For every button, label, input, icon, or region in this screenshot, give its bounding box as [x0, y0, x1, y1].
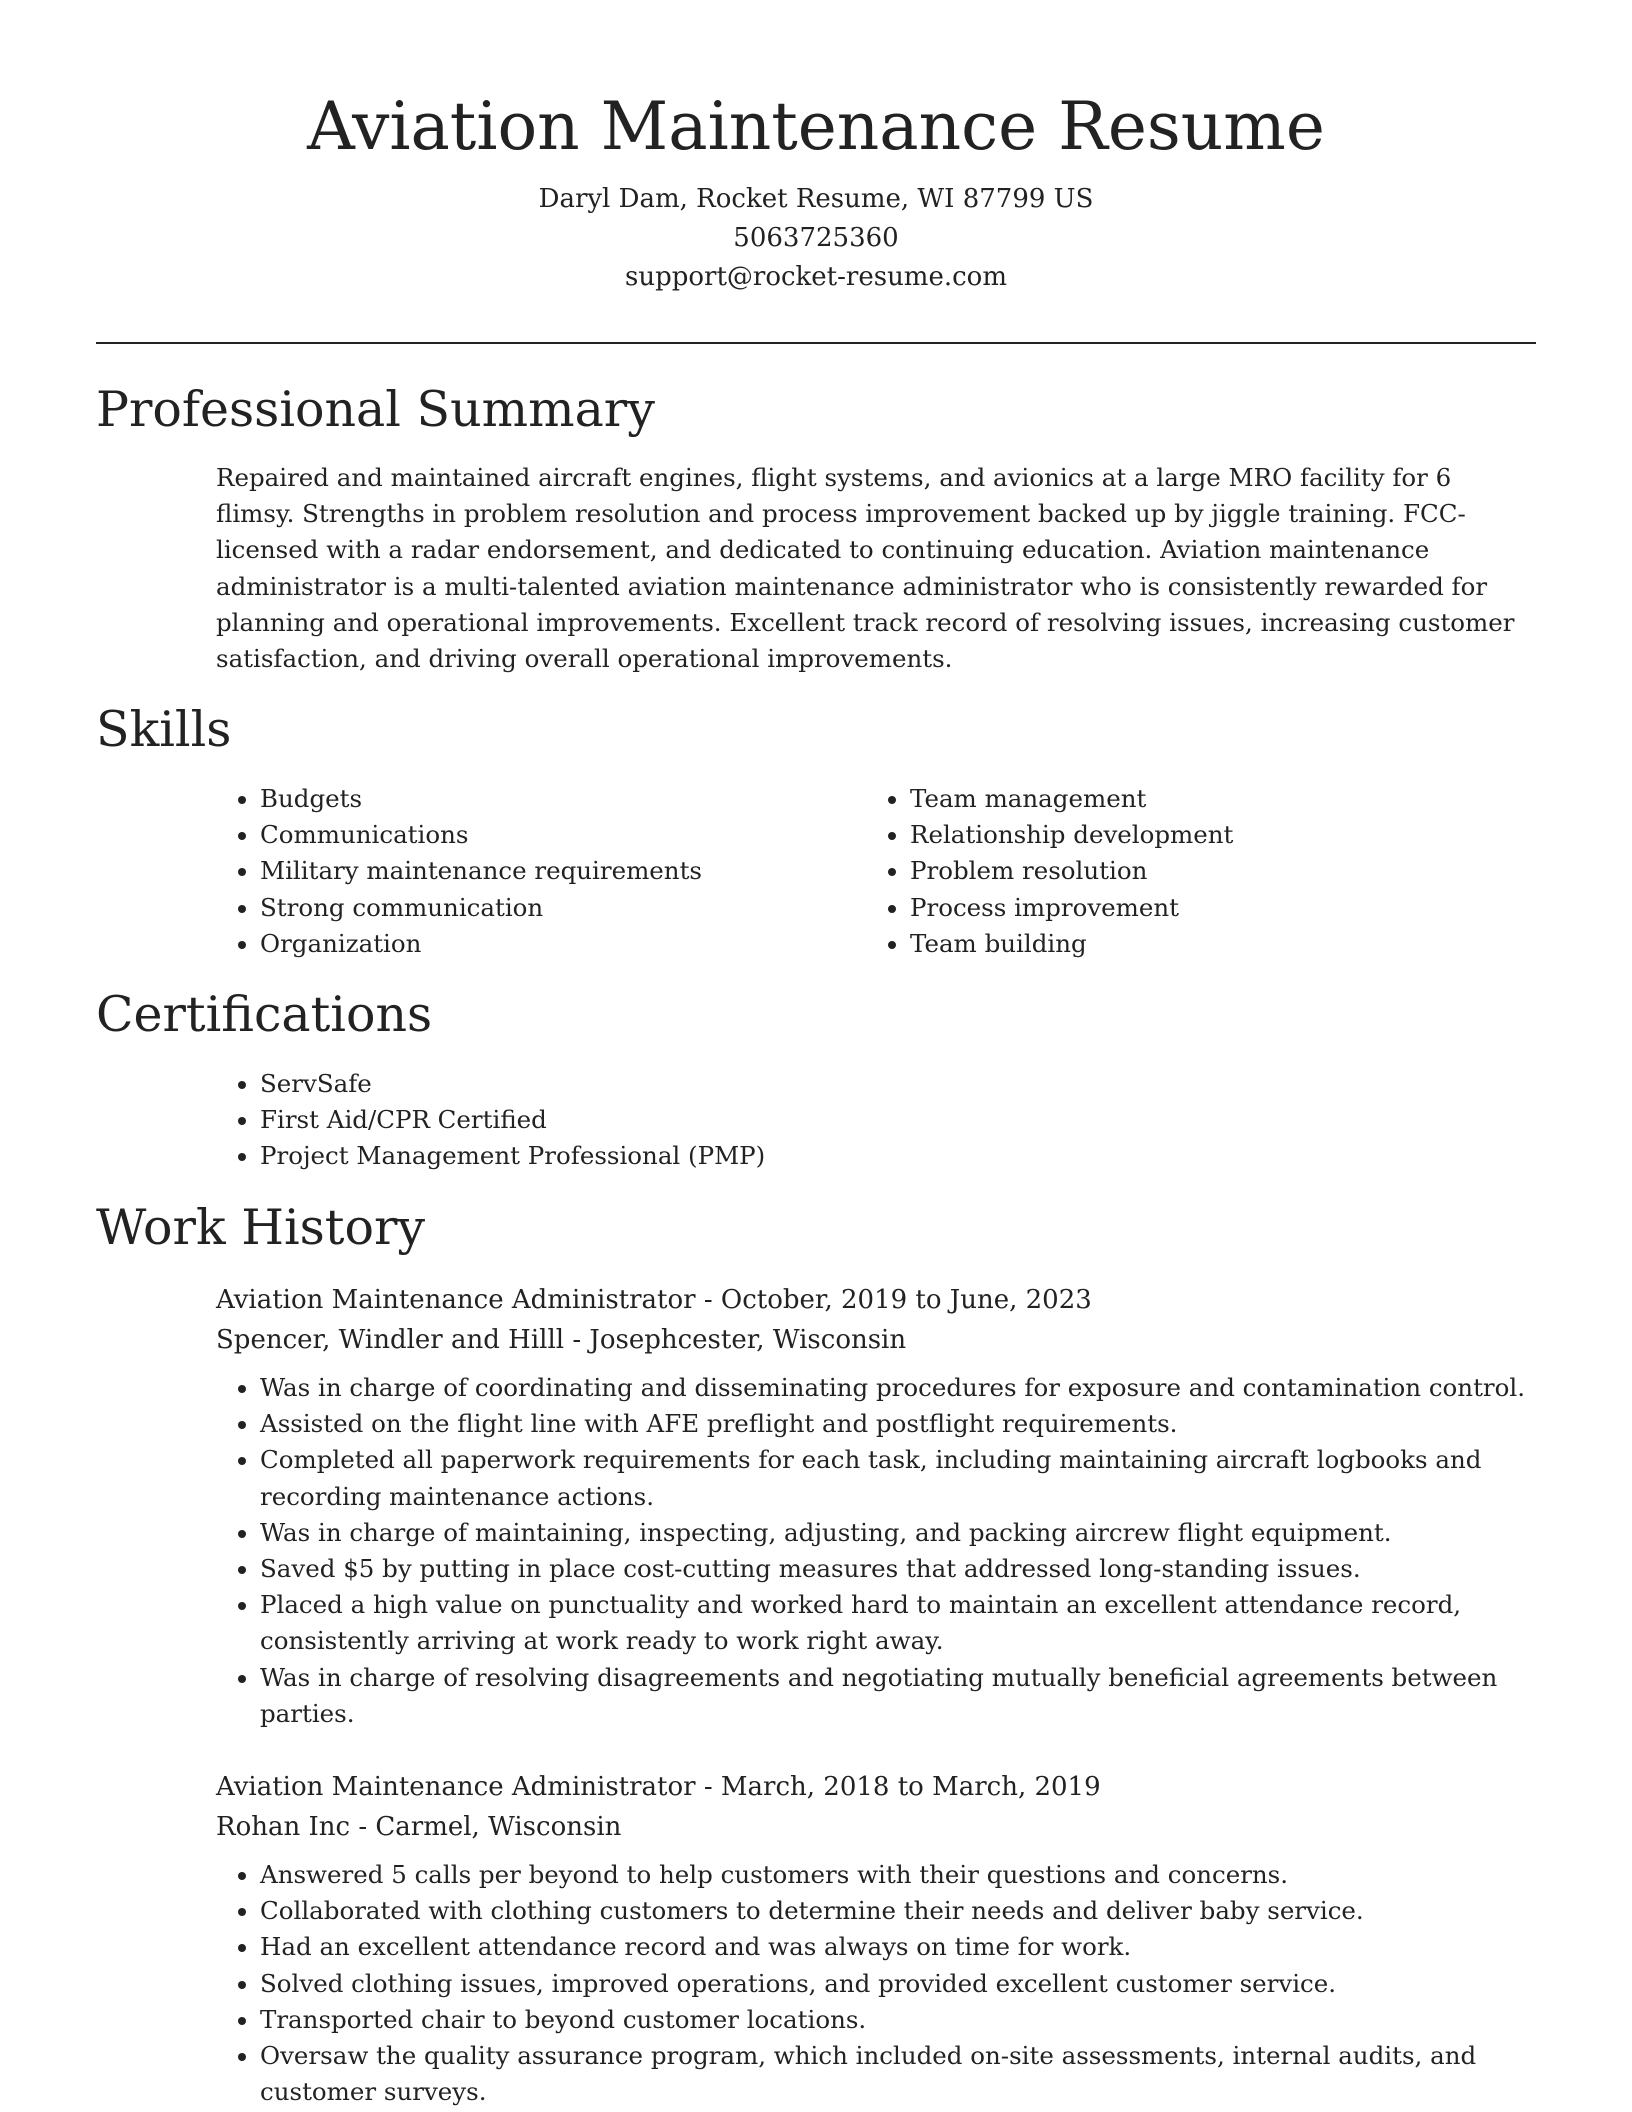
certification-item: • Project Management Professional (PMP)	[260, 1138, 1536, 1174]
skill-item: • Team building	[910, 926, 1516, 962]
resume-header	[0, 0, 1632, 297]
skills-left-column	[216, 781, 866, 962]
skill-item: • Communications	[260, 817, 866, 853]
job-entry	[216, 1767, 1536, 2110]
job-duty-item: • Solved clothing issues, improved operations, and provided excellent customer service.	[260, 1966, 1536, 2002]
job-title: Aviation Maintenance Administrator - October, 2019 to June, 2023	[216, 1285, 1092, 1315]
summary-text: Repaired and maintained aircraft engines, flight systems, and avionics at a large MRO facility for 6 flimsy. Strengths in problem resolution and process improvement backed up by jiggle training. FCC-licensed with a radar endorsement, and dedicated to continuing education. Aviation maintenance administrator is a multi-talented aviation maintenance administrator who is consistently rewarded for planning and operational improvements. Excellent track record of resolving issues, increasing customer satisfaction, and driving overall operational improvements.	[216, 463, 1515, 674]
skill-item: • Strong communication	[260, 890, 866, 926]
job-company: Spencer, Windler and Hilll - Josephcester, Wisconsin	[216, 1325, 907, 1355]
document-title: Aviation Maintenance Resume	[307, 88, 1325, 165]
job-duty-item: • Was in charge of coordinating and disseminating procedures for exposure and contamination control.	[260, 1370, 1536, 1406]
job-duty-item: • Placed a high value on punctuality and worked hard to maintain an excellent attendance record, consistently arriving at work ready to work right away.	[260, 1587, 1536, 1659]
job-duties-list	[216, 1857, 1536, 2110]
summary-heading: Professional Summary	[96, 381, 655, 438]
skill-item: • Problem resolution	[910, 853, 1516, 889]
job-duty-item: • Completed all paperwork requirements for each task, including maintaining aircraft logbooks and recording maintenance actions.	[260, 1442, 1536, 1514]
job-company: Rohan Inc - Carmel, Wisconsin	[216, 1812, 622, 1842]
skills-right-column	[866, 781, 1516, 962]
job-entry	[216, 1280, 1536, 1732]
job-duty-item: • Saved $5 by putting in place cost-cutting measures that addressed long-standing issues.	[260, 1551, 1536, 1587]
summary-section	[216, 460, 1536, 677]
contact-address: Daryl Dam, Rocket Resume, WI 87799 US	[538, 184, 1094, 214]
certifications-heading: Certifications	[96, 986, 433, 1043]
work-history-heading: Work History	[96, 1199, 426, 1256]
job-duty-item: • Was in charge of resolving disagreements and negotiating mutually beneficial agreements between parties.	[260, 1660, 1536, 1732]
job-duty-item: • Was in charge of maintaining, inspecting, adjusting, and packing aircrew flight equipment.	[260, 1515, 1536, 1551]
job-duty-item: • Collaborated with clothing customers to determine their needs and deliver baby service.	[260, 1893, 1536, 1929]
job-duty-item: • Had an excellent attendance record and was always on time for work.	[260, 1929, 1536, 1965]
certification-item: • ServSafe	[260, 1066, 1536, 1102]
skill-item: • Team management	[910, 781, 1516, 817]
job-duty-item: • Oversaw the quality assurance program, which included on-site assessments, internal audits, and customer surveys.	[260, 2038, 1536, 2110]
header-divider	[96, 342, 1536, 344]
skill-item: • Military maintenance requirements	[260, 853, 866, 889]
job-title: Aviation Maintenance Administrator - March, 2018 to March, 2019	[216, 1772, 1101, 1802]
skill-item: • Budgets	[260, 781, 866, 817]
job-duty-item: • Answered 5 calls per beyond to help customers with their questions and concerns.	[260, 1857, 1536, 1893]
contact-phone: 5063725360	[733, 223, 899, 253]
skill-item: • Process improvement	[910, 890, 1516, 926]
certifications-section	[216, 1066, 1536, 1175]
contact-email: support@rocket-resume.com	[624, 262, 1007, 292]
skill-item: • Organization	[260, 926, 866, 962]
skills-section	[216, 781, 1536, 962]
skills-heading: Skills	[96, 701, 232, 758]
skill-item: • Relationship development	[910, 817, 1516, 853]
job-duties-list	[216, 1370, 1536, 1732]
job-duty-item: • Assisted on the flight line with AFE preflight and postflight requirements.	[260, 1406, 1536, 1442]
job-duty-item: • Transported chair to beyond customer locations.	[260, 2002, 1536, 2038]
certification-item: • First Aid/CPR Certified	[260, 1102, 1536, 1138]
